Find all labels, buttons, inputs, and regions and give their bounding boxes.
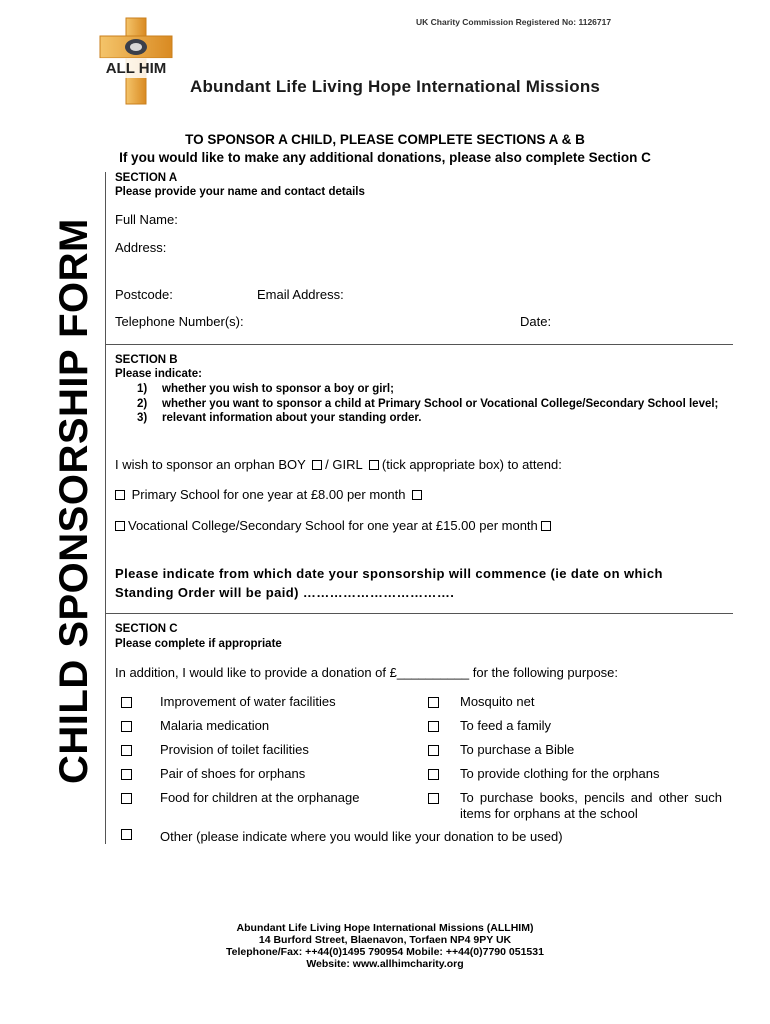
boy-checkbox[interactable] — [312, 460, 322, 470]
option-label: Malaria medication — [160, 718, 270, 733]
section-a-divider — [106, 344, 733, 345]
option-label: To purchase a Bible — [460, 742, 575, 757]
section-a-subtitle: Please provide your name and contact details — [115, 186, 365, 198]
option-checkbox[interactable] — [121, 697, 132, 708]
option-checkbox[interactable] — [428, 769, 439, 780]
option-label: Food for children at the orphanage — [160, 790, 360, 805]
organization-name: Abundant Life Living Hope International Missions — [190, 77, 601, 96]
donation-intro: In addition, I would like to provide a donation of £__________ for the following purpose: — [115, 665, 619, 680]
option-checkbox[interactable] — [121, 769, 132, 780]
list-item: 2) whether you want to sponsor a child at Primary School or Vocational College/Secondary School level; — [137, 397, 719, 410]
girl-checkbox[interactable] — [369, 460, 379, 470]
telephone-label: Telephone Number(s): — [115, 314, 244, 329]
vocational-checkbox[interactable] — [115, 521, 125, 531]
primary-school-checkbox-2[interactable] — [412, 490, 422, 500]
option-checkbox[interactable] — [121, 721, 132, 732]
sub-heading: If you would like to make any additional donations, please also complete Section C — [119, 150, 651, 165]
vocational-checkbox-2[interactable] — [541, 521, 551, 531]
option-checkbox[interactable] — [428, 697, 439, 708]
vocational-label: Vocational College/Secondary School for one year at £15.00 per month — [128, 518, 538, 533]
footer-website: Website: www.allhimcharity.org — [306, 958, 464, 970]
section-c-subtitle: Please complete if appropriate — [115, 638, 282, 650]
commence-line-2: Standing Order will be paid) ……………………………. — [115, 585, 455, 600]
main-heading: TO SPONSOR A CHILD, PLEASE COMPLETE SECTIONS A & B — [185, 132, 585, 147]
option-label: Pair of shoes for orphans — [160, 766, 306, 781]
commence-date-prompt — [115, 564, 727, 602]
section-b-subtitle: Please indicate: — [115, 368, 202, 380]
orphan-sex-line — [115, 457, 562, 472]
primary-school-option — [115, 487, 425, 502]
postcode-label: Postcode: — [115, 287, 173, 302]
form-side-title: CHILD SPONSORSHIP FORM — [52, 218, 96, 784]
allhim-logo — [96, 14, 176, 106]
footer-address: 14 Burford Street, Blaenavon, Torfaen NP4 9PY UK — [258, 934, 512, 946]
section-b-divider — [106, 613, 733, 614]
section-a-title: SECTION A — [115, 172, 178, 184]
logo-text: ALL HIM — [105, 60, 167, 77]
option-checkbox[interactable] — [121, 793, 132, 804]
vocational-option — [115, 518, 554, 533]
tick-instruction: (tick appropriate box) to attend: — [381, 457, 562, 472]
option-label: To provide clothing for the orphans — [460, 766, 660, 781]
primary-school-checkbox[interactable] — [115, 490, 125, 500]
primary-school-label: Primary School for one year at £8.00 per month — [131, 487, 406, 502]
footer — [0, 922, 770, 970]
option-label: Improvement of water facilities — [160, 694, 336, 709]
option-label: Provision of toilet facilities — [160, 742, 309, 757]
option-label: Mosquito net — [460, 694, 535, 709]
footer-phone: Telephone/Fax: ++44(0)1495 790954 Mobile: ++44(0)7790 051531 — [226, 946, 544, 958]
email-label: Email Address: — [257, 287, 344, 302]
option-checkbox[interactable] — [428, 721, 439, 732]
section-b-title: SECTION B — [115, 354, 178, 366]
section-b-instructions — [115, 382, 730, 426]
option-label: To purchase books, pencils and other such items for orphans at the school — [460, 790, 722, 821]
charity-registration: UK Charity Commission Registered No: 1126717 — [416, 17, 612, 27]
list-item: 3) relevant information about your standing order. — [137, 412, 422, 424]
address-label: Address: — [115, 240, 167, 255]
other-label: Other (please indicate where you would like your donation to be used) — [160, 829, 563, 844]
option-checkbox[interactable] — [121, 745, 132, 756]
option-checkbox[interactable] — [428, 793, 439, 804]
other-checkbox[interactable] — [121, 829, 132, 840]
left-divider — [105, 172, 106, 844]
girl-label: / GIRL — [325, 457, 363, 472]
full-name-label: Full Name: — [115, 212, 178, 227]
footer-org: Abundant Life Living Hope International Missions (ALLHIM) — [236, 922, 534, 934]
section-c-title: SECTION C — [115, 623, 178, 635]
list-item: 1) whether you wish to sponsor a boy or girl; — [137, 383, 394, 395]
orphan-sex-label: I wish to sponsor an orphan BOY — [115, 457, 306, 472]
option-label: To feed a family — [460, 718, 552, 733]
commence-line-1: Please indicate from which date your sponsorship will commence (ie date on which — [115, 566, 663, 581]
date-label: Date: — [520, 314, 552, 329]
option-checkbox[interactable] — [428, 745, 439, 756]
